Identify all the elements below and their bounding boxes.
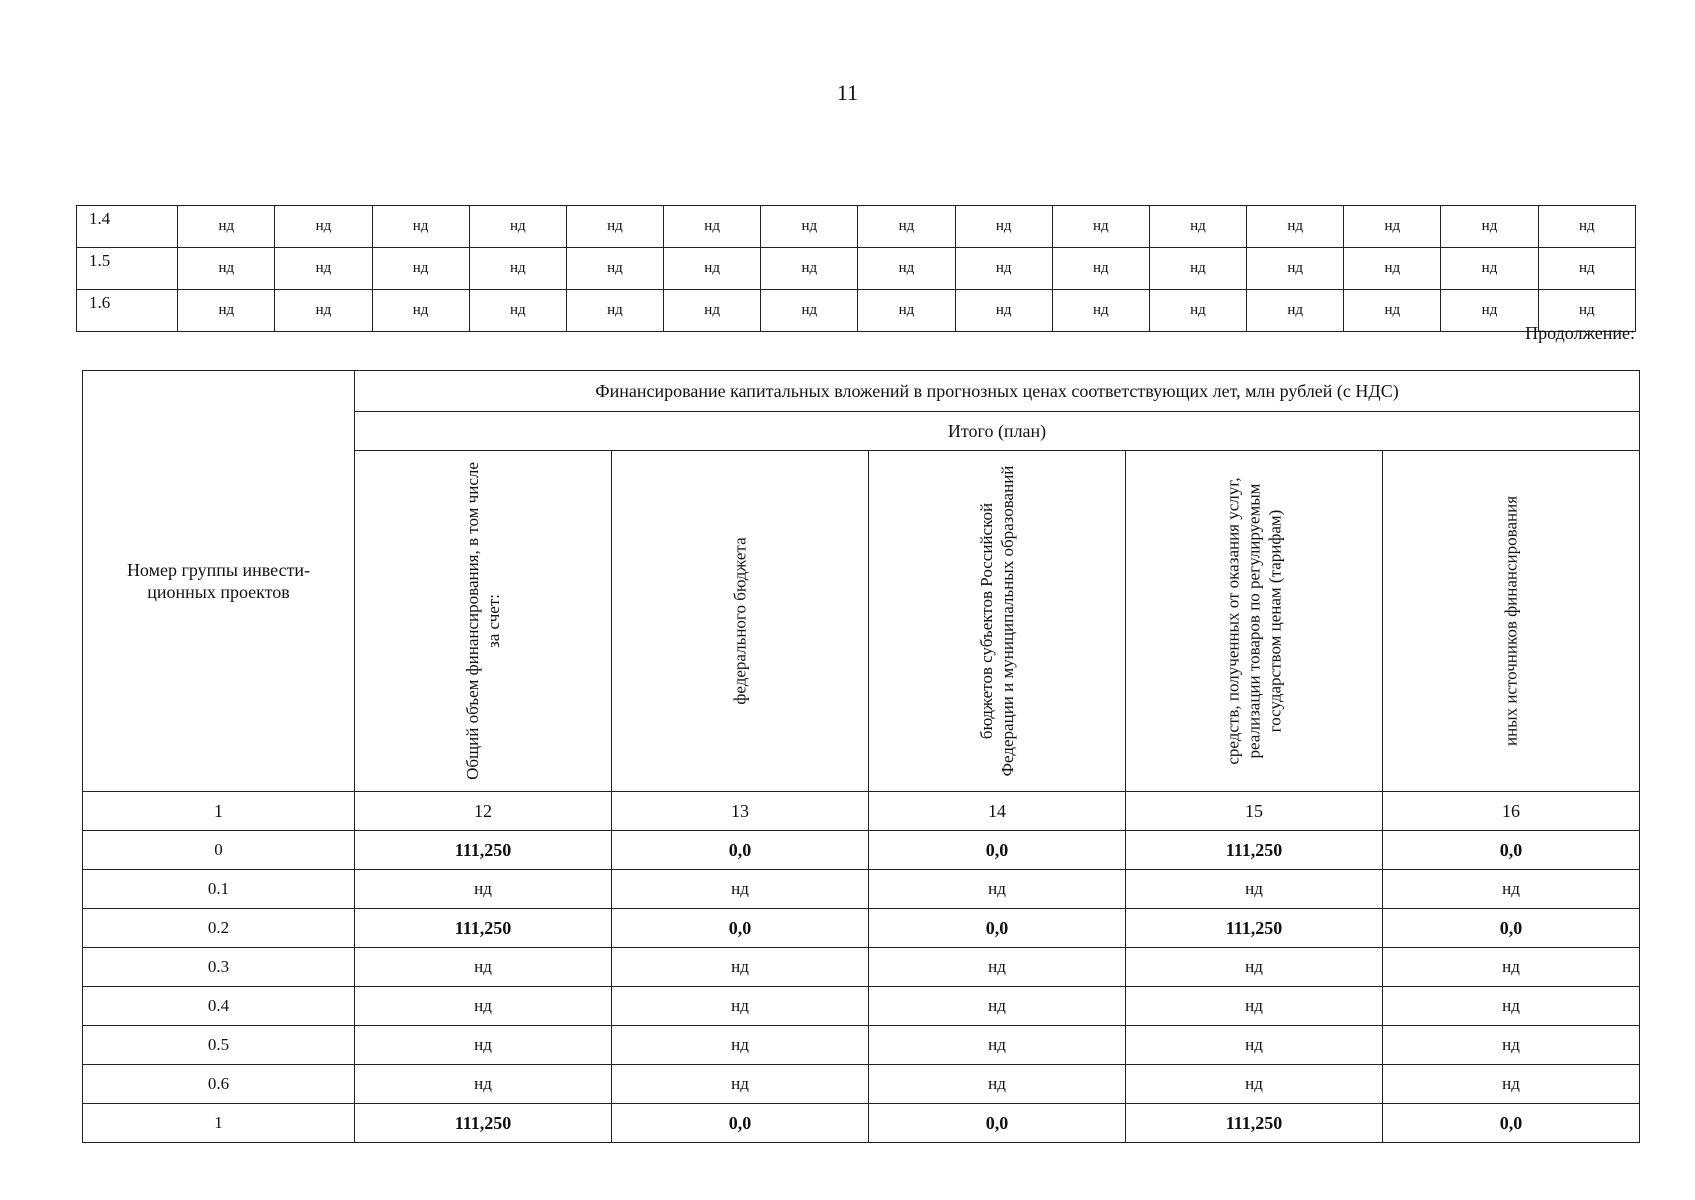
table-cell: нд (1538, 248, 1635, 290)
column-header-other (1383, 451, 1640, 792)
table-cell: нд (1052, 248, 1149, 290)
table-cell: нд (178, 248, 275, 290)
value-cell: нд (1383, 948, 1640, 987)
column-header-other-text: иных источников финансирования (1501, 495, 1521, 747)
table-cell: нд (761, 248, 858, 290)
table-cell: нд (275, 290, 372, 332)
value-cell: нд (355, 948, 612, 987)
table-row (83, 1104, 1640, 1143)
table-cell: нд (1344, 206, 1441, 248)
group-number: 0 (83, 831, 355, 870)
value-cell: 0,0 (1383, 1104, 1640, 1143)
value-cell: нд (355, 870, 612, 909)
sub-header: Итого (план) (355, 412, 1640, 451)
value-cell: нд (612, 870, 869, 909)
table-cell: нд (1538, 206, 1635, 248)
table-row (77, 248, 1636, 290)
table-cell: нд (1149, 206, 1246, 248)
page-number: 11 (836, 80, 859, 105)
table-row (83, 948, 1640, 987)
column-header-total (355, 451, 612, 792)
row-number: 1.5 (77, 248, 178, 290)
table-row (83, 831, 1640, 870)
table-cell: нд (566, 206, 663, 248)
value-cell: нд (1126, 1026, 1383, 1065)
table-cell: нд (858, 248, 955, 290)
financing-table (82, 370, 1640, 1143)
table-cell: нд (1441, 290, 1538, 332)
row-number: 1.4 (77, 206, 178, 248)
table-cell: нд (1247, 290, 1344, 332)
table-cell: нд (275, 248, 372, 290)
value-cell: нд (869, 987, 1126, 1026)
table-cell: нд (178, 206, 275, 248)
value-cell: 0,0 (612, 1104, 869, 1143)
table-cell: нд (566, 290, 663, 332)
table-cell: нд (469, 248, 566, 290)
group-number: 1 (83, 1104, 355, 1143)
group-number: 0.1 (83, 870, 355, 909)
value-cell: 111,250 (355, 831, 612, 870)
value-cell: нд (869, 870, 1126, 909)
group-number: 0.6 (83, 1065, 355, 1104)
table-cell: нд (469, 290, 566, 332)
table-cell: нд (1441, 248, 1538, 290)
table-cell: нд (1052, 206, 1149, 248)
continuation-label: Продолжение: (1525, 323, 1635, 343)
value-cell: 0,0 (612, 909, 869, 948)
value-cell: нд (1383, 1026, 1640, 1065)
value-cell: 0,0 (869, 831, 1126, 870)
value-cell: 0,0 (869, 1104, 1126, 1143)
table-cell: нд (955, 290, 1052, 332)
column-index-row (83, 792, 1640, 831)
table-row (83, 909, 1640, 948)
value-cell: нд (1126, 987, 1383, 1026)
column-header-regional-text: бюджетов субъектов Российской Федерации и муниципальных образований (977, 465, 1017, 777)
column-header-tariff (1126, 451, 1383, 792)
value-cell: нд (869, 1026, 1126, 1065)
table-cell: нд (1052, 290, 1149, 332)
table-row (83, 870, 1640, 909)
group-number: 0.3 (83, 948, 355, 987)
column-index: 14 (869, 792, 1126, 831)
table-cell: нд (1538, 290, 1635, 332)
column-index: 16 (1383, 792, 1640, 831)
table-cell: нд (178, 290, 275, 332)
column-header-regional (869, 451, 1126, 792)
table-cell: нд (1441, 206, 1538, 248)
value-cell: 0,0 (612, 831, 869, 870)
value-cell: нд (1126, 870, 1383, 909)
value-cell: нд (612, 987, 869, 1026)
table-cell: нд (372, 290, 469, 332)
row-header: Номер группы инвести-ционных проектов (83, 371, 355, 792)
table-cell: нд (761, 206, 858, 248)
value-cell: нд (1383, 1065, 1640, 1104)
table-cell: нд (372, 206, 469, 248)
table-cell: нд (955, 248, 1052, 290)
table-cell: нд (275, 206, 372, 248)
table-cell: нд (858, 290, 955, 332)
group-number: 0.5 (83, 1026, 355, 1065)
group-number: 0.2 (83, 909, 355, 948)
value-cell: нд (612, 1065, 869, 1104)
value-cell: нд (612, 948, 869, 987)
value-cell: нд (869, 948, 1126, 987)
value-cell: 0,0 (869, 909, 1126, 948)
value-cell: нд (1383, 870, 1640, 909)
value-cell: 0,0 (1383, 909, 1640, 948)
row-number: 1.6 (77, 290, 178, 332)
table-cell: нд (1344, 290, 1441, 332)
table-cell: нд (1344, 248, 1441, 290)
table-cell: нд (1149, 290, 1246, 332)
column-index: 12 (355, 792, 612, 831)
value-cell: 111,250 (355, 909, 612, 948)
top-continuation-table (76, 205, 1636, 332)
value-cell: нд (355, 1026, 612, 1065)
column-header-tariff-text: средств, полученных от оказания услуг, реализации товаров по регулируемым государством ценам (тарифам) (1223, 477, 1285, 765)
column-header-total-text: Общий объем финансирования, в том числе за счет: (463, 462, 503, 780)
value-cell: 111,250 (1126, 831, 1383, 870)
table-cell: нд (566, 248, 663, 290)
value-cell: нд (1383, 987, 1640, 1026)
value-cell: нд (1126, 1065, 1383, 1104)
value-cell: 111,250 (1126, 909, 1383, 948)
value-cell: нд (1126, 948, 1383, 987)
column-index: 15 (1126, 792, 1383, 831)
column-header-federal (612, 451, 869, 792)
table-cell: нд (1247, 206, 1344, 248)
table-cell: нд (664, 206, 761, 248)
value-cell: нд (355, 1065, 612, 1104)
table-cell: нд (664, 290, 761, 332)
table-cell: нд (469, 206, 566, 248)
value-cell: нд (355, 987, 612, 1026)
table-row (83, 1065, 1640, 1104)
table-row (83, 987, 1640, 1026)
value-cell: нд (869, 1065, 1126, 1104)
table-cell: нд (372, 248, 469, 290)
table-cell: нд (1247, 248, 1344, 290)
table-cell: нд (761, 290, 858, 332)
group-number: 0.4 (83, 987, 355, 1026)
table-cell: нд (664, 248, 761, 290)
table-cell: нд (1149, 248, 1246, 290)
group-header: Финансирование капитальных вложений в прогнозных ценах соответствующих лет, млн рублей (с НДС) (355, 371, 1640, 412)
table-row (77, 206, 1636, 248)
table-row (83, 1026, 1640, 1065)
column-index: 13 (612, 792, 869, 831)
column-index: 1 (83, 792, 355, 831)
table-cell: нд (858, 206, 955, 248)
value-cell: нд (612, 1026, 869, 1065)
value-cell: 111,250 (355, 1104, 612, 1143)
value-cell: 0,0 (1383, 831, 1640, 870)
value-cell: 111,250 (1126, 1104, 1383, 1143)
column-header-federal-text: федерального бюджета (730, 537, 750, 705)
table-row (77, 290, 1636, 332)
table-cell: нд (955, 206, 1052, 248)
